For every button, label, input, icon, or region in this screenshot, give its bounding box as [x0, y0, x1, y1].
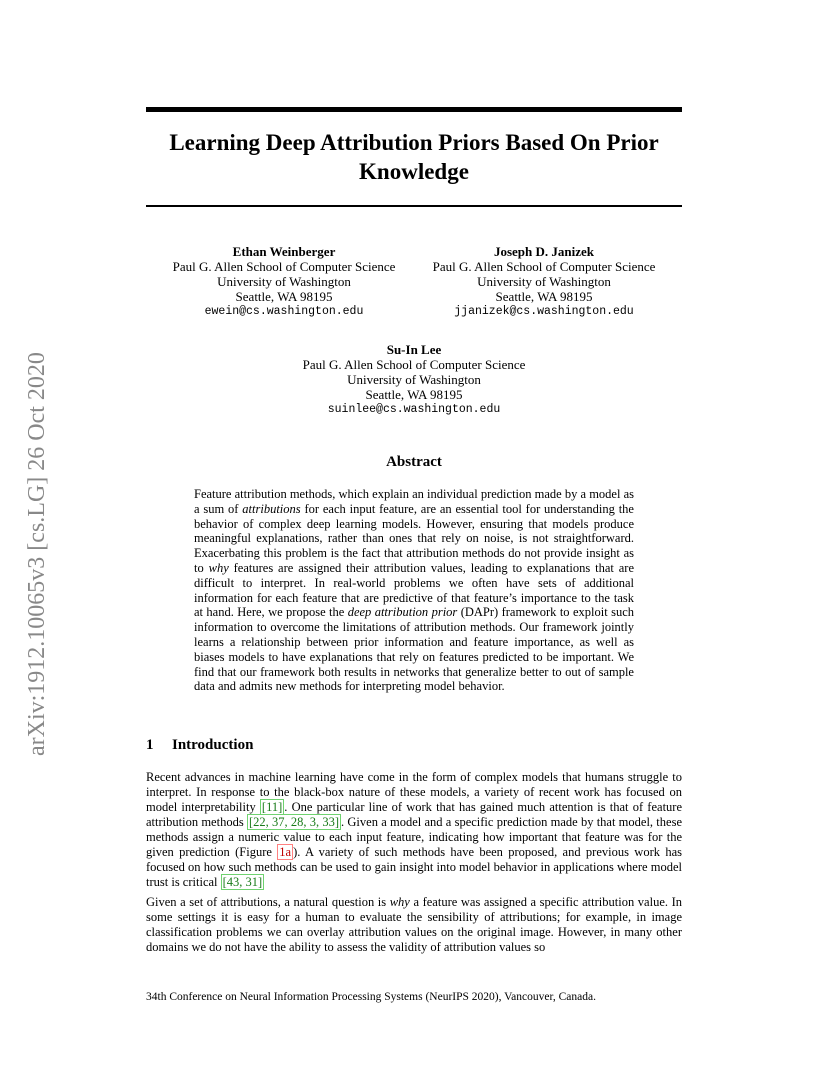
author-email: suinlee@cs.washington.edu — [327, 403, 501, 416]
author-university: University of Washington — [347, 372, 481, 387]
abstract-text: for each input feature, are an essential tool for understanding the behavior of complex deep learning models. However, ensuring that models produce meaningful explanations, rather than ones that rely on noise, is not straightforward. Exacerbating this problem is the fact that attribution methods do not provide insight as to — [194, 501, 634, 575]
abstract-text: Feature attribution methods, which explain an individual prediction made by a model as a sum of — [194, 487, 634, 516]
paragraph-text: . Given a model and a specific prediction made by that model, these methods assign a numeric value to each input feature, indicating how important that feature was for the given prediction (Figure — [146, 815, 682, 859]
abstract-text: features are assigned their attribution values, leading to explanations that are difficult to interpret. In real-world problems we often have sets of additional information for each feature that are predictive of that feature’s importance to the task at hand. Here, we propose the — [194, 560, 634, 620]
paragraph-text: Recent advances in machine learning have come in the form of complex models that humans struggle to interpret. In response to the black-box nature of these models, a variety of recent work has focused on model interpretability — [146, 770, 682, 814]
author-name: Su-In Lee — [386, 342, 442, 357]
paragraph-text: ). A variety of such methods have been proposed, and previous work has focused on how such methods can be used to gain insight into model behavior in applications where model trust is critical — [146, 845, 682, 889]
intro-paragraph-2 — [146, 895, 682, 955]
paragraph-text: Given a set of attributions, a natural question is — [146, 895, 390, 909]
arxiv-stamp — [14, 290, 54, 760]
author-affiliation: Paul G. Allen School of Computer Science — [172, 259, 396, 274]
abstract-heading: Abstract — [386, 454, 442, 470]
author-affiliation: Paul G. Allen School of Computer Science — [302, 357, 526, 372]
author-block — [290, 342, 538, 417]
arxiv-stamp-text: arXiv:1912.10065v3 [cs.LG] 26 Oct 2020 — [24, 352, 50, 756]
section-heading — [146, 737, 253, 754]
abstract-emphasis: why — [208, 560, 229, 575]
author-university: University of Washington — [217, 274, 351, 289]
author-location: Seattle, WA 98195 — [495, 289, 593, 304]
paragraph-text: a feature was assigned a specific attribution value. In some settings it is easy for a human to evaluate the sensibility of attributions; for example, in image classification problems we can overlay attribution values on the original image. However, in many other domains we do not have the ability to assess the validity of attribution values so — [146, 895, 682, 954]
citation-link[interactable]: [43, 31] — [222, 875, 263, 889]
author-email: ewein@cs.washington.edu — [204, 305, 364, 318]
abstract-text: (DAPr) framework to exploit such information to overcome the limitations of attribution methods. Our framework jointly learns a relationship between prior information and feature importance, as well as biases models to have explanations that rely on features predicted to be important. We find that our framework both results in networks that generalize better to out of sample data and admits new methods for interpreting model behavior. — [194, 605, 634, 694]
author-name: Joseph D. Janizek — [493, 244, 595, 259]
author-block — [420, 244, 668, 319]
author-email: jjanizek@cs.washington.edu — [454, 305, 634, 318]
intro-paragraph-1 — [146, 770, 682, 890]
paragraph-emphasis: why — [389, 895, 410, 909]
title-line-2: Knowledge — [359, 159, 469, 184]
figure-reference-link[interactable]: 1a — [279, 845, 292, 859]
title-top-rule — [146, 107, 682, 112]
citation-link[interactable]: [22, 37, 28, 3, 33] — [248, 815, 340, 829]
author-university: University of Washington — [477, 274, 611, 289]
author-block — [160, 244, 408, 319]
author-affiliation: Paul G. Allen School of Computer Science — [432, 259, 656, 274]
conference-footnote: 34th Conference on Neural Information Processing Systems (NeurIPS 2020), Vancouver, Canada. — [146, 991, 596, 1003]
paragraph-text: . One particular line of work that has gained much attention is that of feature attribution methods — [146, 800, 682, 829]
author-location: Seattle, WA 98195 — [365, 387, 463, 402]
section-title: Introduction — [172, 737, 254, 753]
author-location: Seattle, WA 98195 — [235, 289, 333, 304]
title-line-1: Learning Deep Attribution Priors Based On Prior — [169, 130, 659, 155]
author-name: Ethan Weinberger — [232, 244, 336, 259]
title-bottom-rule — [146, 205, 682, 207]
citation-link[interactable]: [11] — [261, 800, 283, 814]
paper-title — [146, 128, 682, 186]
abstract-body — [194, 487, 634, 694]
section-number: 1 — [146, 737, 154, 753]
abstract-emphasis: deep attribution prior — [347, 605, 458, 620]
abstract-emphasis: attributions — [242, 501, 301, 516]
